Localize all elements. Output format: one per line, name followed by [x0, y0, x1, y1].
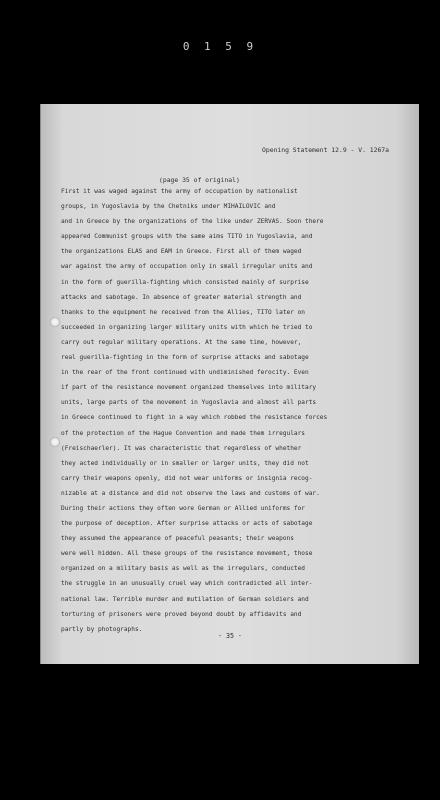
text-line: partly by photographs. [61, 625, 143, 633]
text-line: in the form of guerilla-fighting which consisted mainly of surprise [61, 278, 309, 286]
text-line: torturing of prisoners were proved beyond doubt by affidavits and [61, 610, 302, 618]
document-page [40, 104, 419, 664]
text-line: (Freischaerler). It was characteristic that regardless of whether [61, 444, 302, 452]
text-line: units, large parts of the movement in Yugoslavia and almost all parts [61, 399, 317, 407]
text-line: succeeded in organizing larger military units with which he tried to [61, 323, 313, 331]
page-number: - 35 - [218, 632, 242, 640]
text-line: the purpose of deception. After surprise attacks or acts of sabotage [61, 520, 313, 528]
text-line: appeared Communist groups with the same aims TITO in Yugoslavia, and [61, 233, 313, 241]
punch-hole-icon [50, 437, 60, 447]
text-line: if part of the resistance movement organized themselves into military [61, 384, 317, 392]
text-line: national law. Terrible murder and mutilation of German soldiers and [61, 595, 309, 603]
document-header: Opening Statement 12.9 - V. 1267a [262, 146, 389, 154]
text-line: groups, in Yugoslavia by the Chetniks under MIHAILOVIC and [61, 203, 276, 211]
text-line: organized on a military basis as well as the irregulars, conducted [61, 565, 306, 573]
text-line: During their actions they often wore German or Allied uniforms for [61, 504, 306, 512]
text-line: thanks to the equipment he received from the Allies, TITO later on [61, 308, 306, 316]
text-line: the organizations ELAS and EAM in Greece. First all of them waged [61, 248, 302, 256]
text-line: carry their weapons openly, did not wear uniforms or insignia recog- [61, 474, 313, 482]
punch-hole-icon [50, 317, 60, 327]
text-line: First it was waged against the army of occupation by nationalist [61, 188, 298, 195]
text-line: were well hidden. All these groups of the resistance movement, those [61, 550, 313, 558]
text-line: and in Greece by the organizations of the like under ZERVAS. Soon there [61, 218, 324, 226]
document-body [61, 184, 397, 637]
text-line: the struggle in an unusually cruel way which contradicted all inter- [61, 580, 313, 588]
text-line: attacks and sabotage. In absence of greater material strength and [61, 293, 302, 301]
text-line: in the rear of the front continued with undiminished ferocity. Even [61, 369, 309, 377]
text-line: they acted individually or in smaller or larger units, they did not [61, 459, 309, 467]
text-line: they assumed the appearance of peaceful peasants; their weapons [61, 535, 294, 543]
text-line: nizable at a distance and did not observe the laws and customs of war. [61, 489, 320, 497]
text-line: real guerilla-fighting in the form of surprise attacks and sabotage [61, 354, 309, 362]
text-line: carry out regular military operations. At the same time, however, [61, 338, 302, 346]
text-line: in Greece continued to fight in a way which robbed the resistance forces [61, 414, 328, 422]
text-line: war against the army of occupation only in small irregular units and [61, 263, 313, 271]
frame-number: 0 1 5 9 [182, 40, 258, 53]
text-line: of the protection of the Hague Convention and made them irregulars [61, 429, 306, 437]
original-page-note: (page 35 of original) [159, 176, 240, 184]
